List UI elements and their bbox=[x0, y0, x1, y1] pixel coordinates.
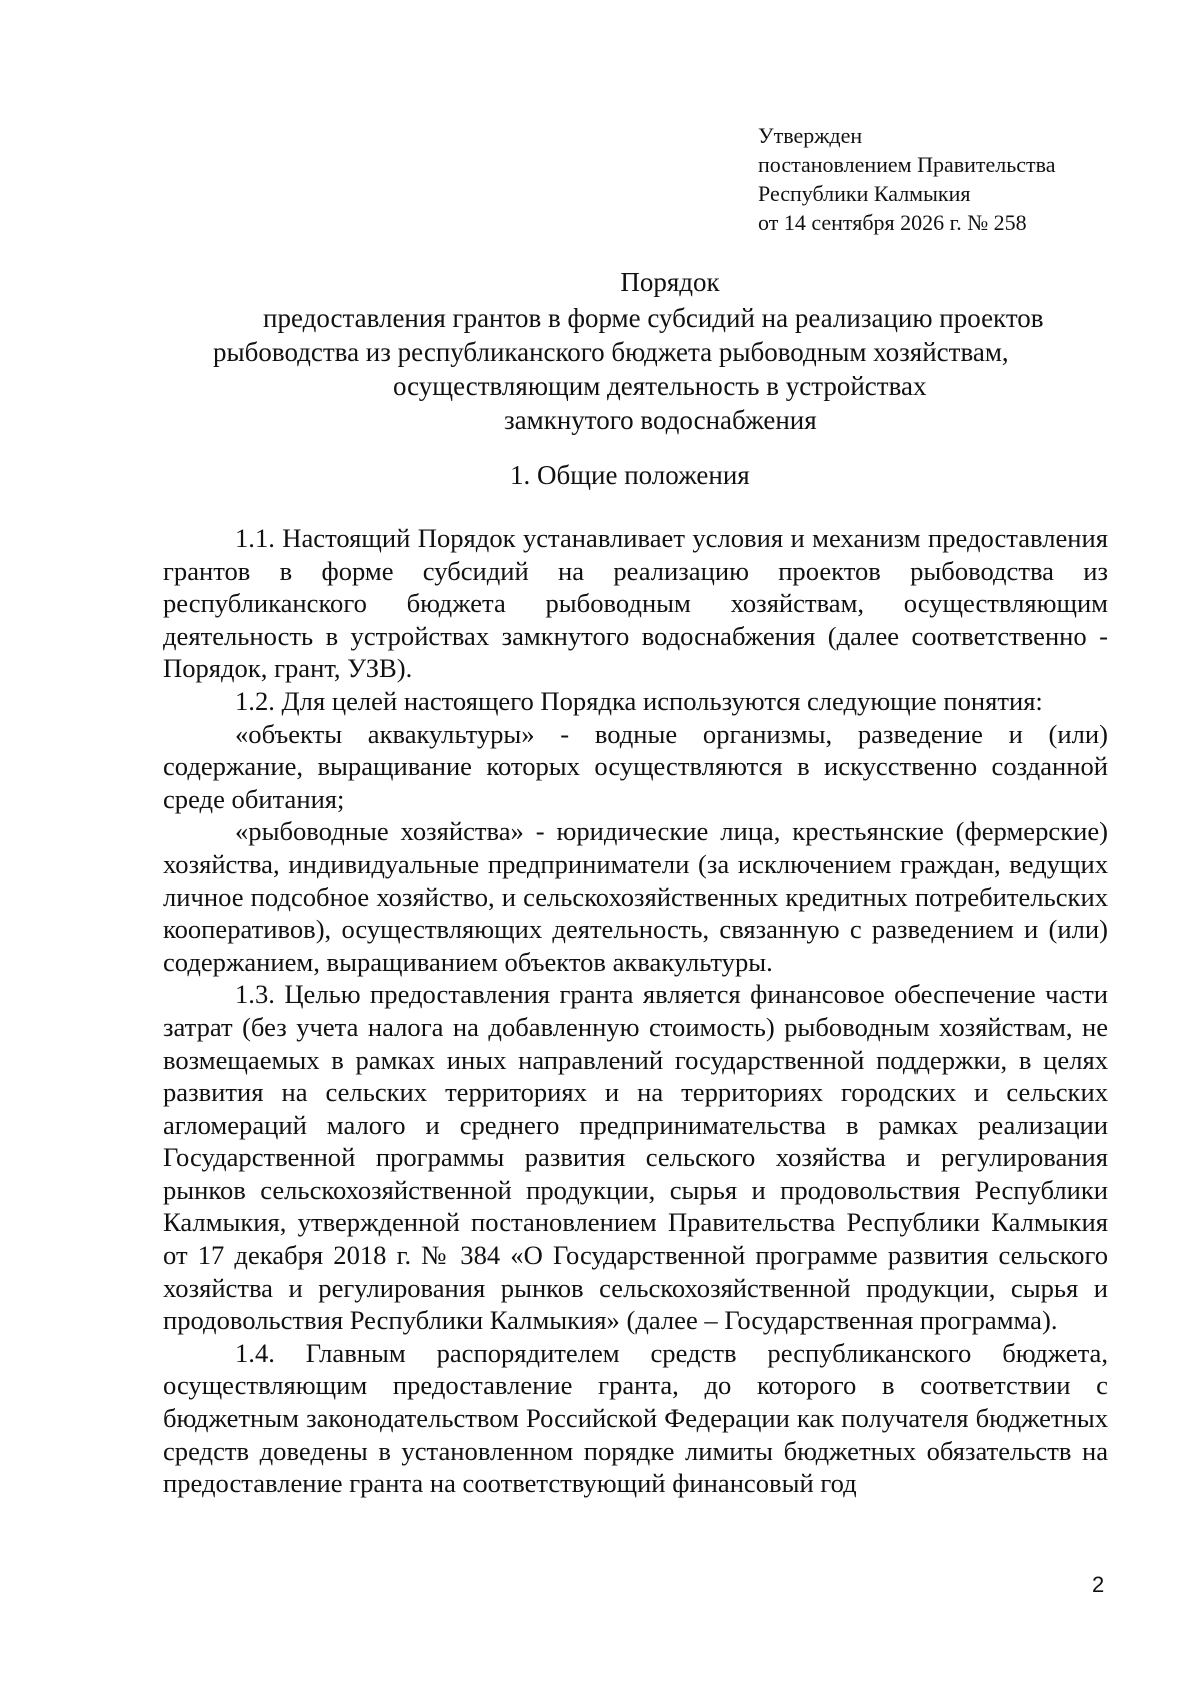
paragraph-1-2: 1.2. Для целей настоящего Порядка используются следующие понятия: bbox=[235, 685, 1043, 716]
document-body bbox=[163, 522, 1108, 1500]
approval-date-number: от 14 сентября 2026 г. № 258 bbox=[758, 210, 1027, 235]
paragraph-1-4: 1.4. Главным распорядителем средств республиканского бюджета, осуществляющим предоставление гранта, до которого в соответствии с бюджетным законодательством Российской Федерации как получателя бюджетных средств доведены в установленном порядке лимиты бюджетных обязательств на предоставление гранта на соответствующий финансовый год bbox=[163, 1337, 1108, 1499]
definition-fish-farms: «рыбоводные хозяйства» - юридические лица, крестьянские (фермерские) хозяйства, индивидуальные предприниматели (за исключением граждан, ведущих личное подсобное хозяйство, и сельскохозяйственных кредитных потребительских кооперативов), осуществляющих деятельность, связанную с разведением и (или) содержанием, выращиванием объектов аквакультуры. bbox=[163, 816, 1108, 977]
document-title: Порядок bbox=[620, 267, 720, 297]
subtitle-line: осуществляющим деятельность в устройствах bbox=[393, 371, 927, 401]
approval-line: Утвержден bbox=[758, 123, 863, 148]
subtitle-line: замкнутого водоснабжения bbox=[504, 405, 817, 435]
approval-stamp bbox=[758, 121, 1138, 237]
subtitle-line: предоставления грантов в форме субсидий на реализацию проектов bbox=[263, 303, 1044, 333]
page-number: 2 bbox=[1092, 1572, 1105, 1597]
paragraph-1-1: 1.1. Настоящий Порядок устанавливает условия и механизм предоставления грантов в форме субсидий на реализацию проектов рыбоводства из республиканского бюджета рыбоводным хозяйствам, осуществляющим деятельность в устройствах замкнутого водоснабжения (далее соответственно - Порядок, грант, УЗВ). bbox=[163, 523, 1108, 684]
definition-aquaculture: «объекты аквакультуры» - водные организмы, разведение и (или) содержание, выращивание которых осуществляются в искусственно созданной среде обитания; bbox=[163, 718, 1108, 814]
document-subtitle bbox=[0, 301, 1200, 437]
approval-line: постановлением Правительства bbox=[758, 152, 1056, 177]
section-heading: 1. Общие положения bbox=[510, 460, 750, 490]
approval-line: Республики Калмыкия bbox=[758, 181, 971, 206]
paragraph-1-3: 1.3. Целью предоставления гранта является финансовое обеспечение части затрат (без учета налога на добавленную стоимость) рыбоводным хозяйствам, не возмещаемых в рамках иных направлений государственной поддержки, в целях развития на сельских территориях и на территориях городских и сельских агломераций малого и среднего предпринимательства в рамках реализации Государственной программы развития сельского хозяйства и регулирования рынков сельскохозяйственной продукции, сырья и продовольствия Республики Калмыкия, утвержденной постановлением Правительства Республики Калмыкия от 17 декабря 2018 г. № 384 «О Государственной программе развития сельского хозяйства и регулирования рынков сельскохозяйственной продукции, сырья и продовольствия Республики Калмыкия» (далее – Государственная программа). bbox=[163, 979, 1108, 1336]
subtitle-line: рыбоводства из республиканского бюджета рыбоводным хозяйствам, bbox=[213, 337, 1009, 367]
